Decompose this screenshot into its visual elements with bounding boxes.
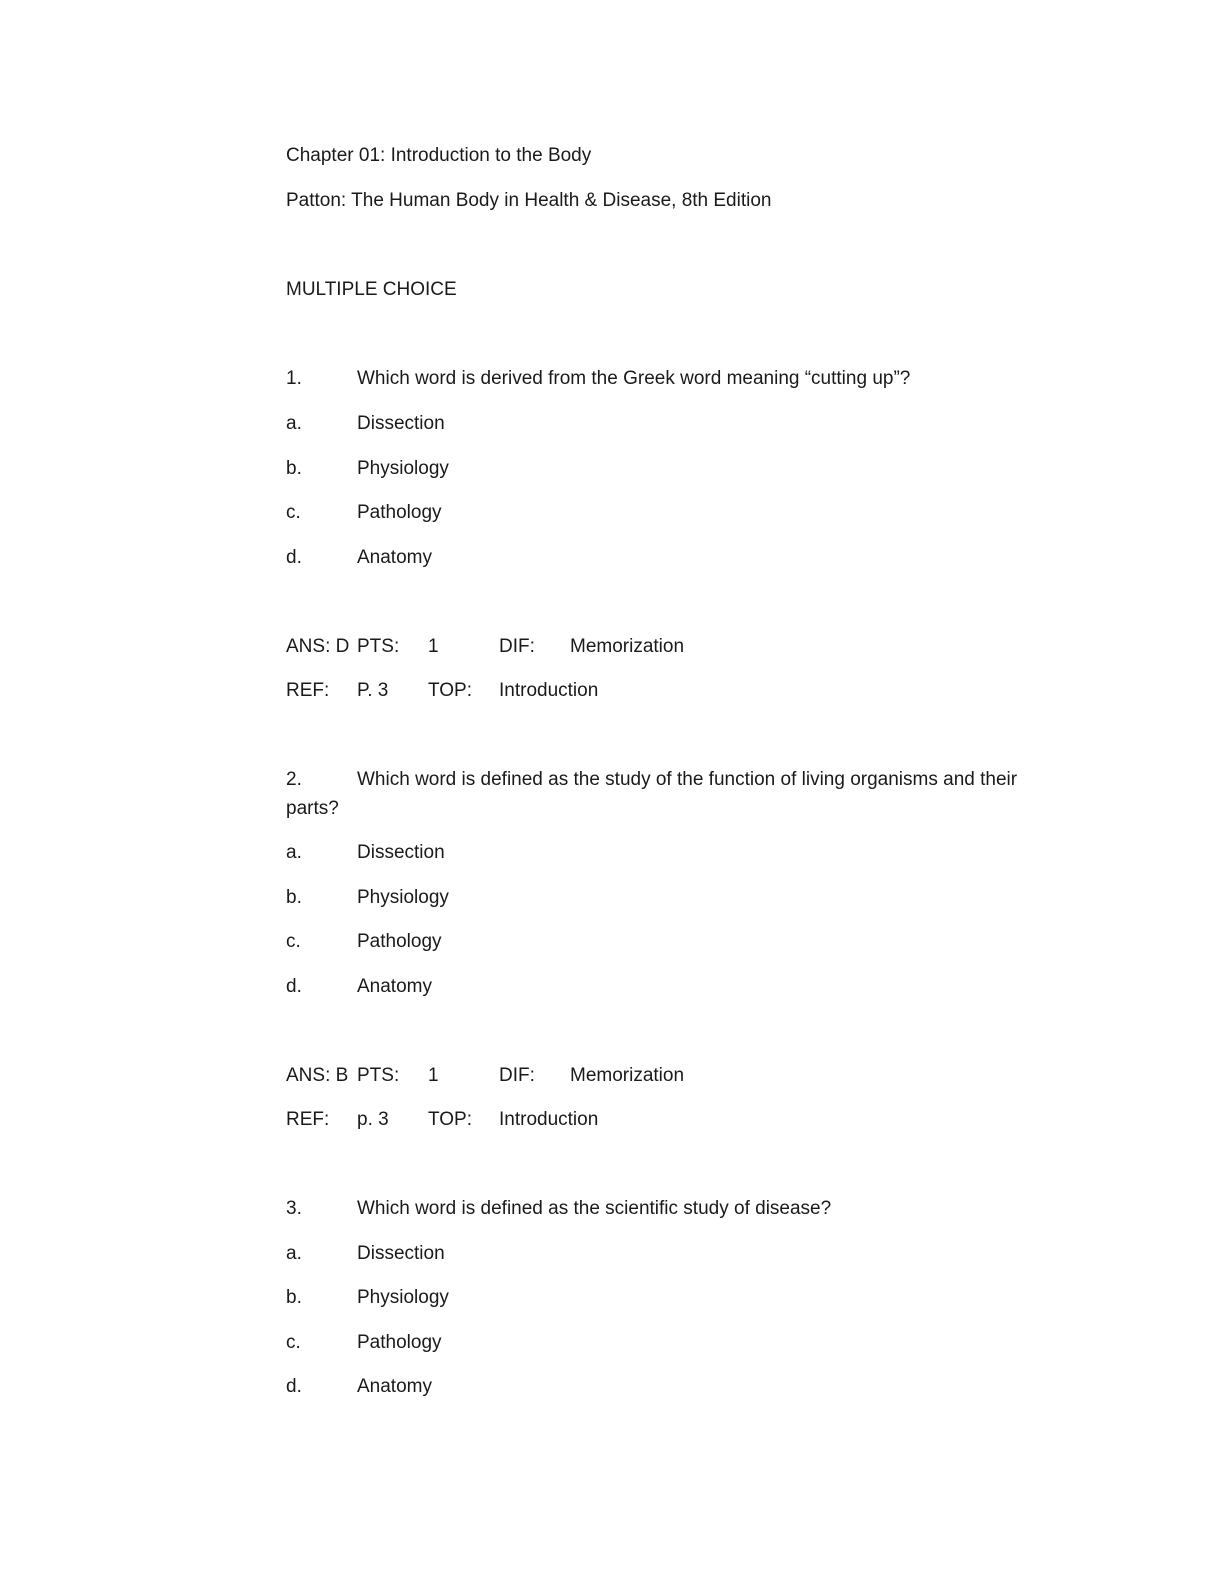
points-label: PTS:	[357, 1065, 400, 1086]
points-label: PTS:	[357, 636, 400, 657]
reference-value: p. 3	[357, 1109, 389, 1130]
option-letter: c.	[286, 931, 301, 952]
option-letter: b.	[286, 1287, 302, 1308]
option-a	[286, 841, 445, 865]
option-text: Pathology	[357, 502, 442, 523]
answer-meta-row-2	[286, 1108, 598, 1132]
chapter-title: Chapter 01: Introduction to the Body	[286, 145, 592, 166]
question-2	[286, 768, 1017, 792]
option-letter: a.	[286, 413, 302, 434]
question-number: 3.	[286, 1198, 302, 1219]
reference-label: REF:	[286, 1109, 330, 1130]
option-letter: b.	[286, 458, 302, 479]
topic-value: Introduction	[499, 680, 599, 701]
question-3	[286, 1197, 831, 1221]
option-b	[286, 1286, 449, 1310]
option-c	[286, 930, 442, 954]
option-text: Anatomy	[357, 976, 432, 997]
option-letter: d.	[286, 547, 302, 568]
question-number: 2.	[286, 769, 302, 790]
option-b	[286, 886, 449, 910]
option-d	[286, 1375, 432, 1399]
option-letter: d.	[286, 1376, 302, 1397]
question-text-line-1: Which word is defined as the study of the function of living organisms and their	[357, 769, 1018, 790]
option-text: Pathology	[357, 931, 442, 952]
option-letter: a.	[286, 842, 302, 863]
option-letter: d.	[286, 976, 302, 997]
option-letter: a.	[286, 1243, 302, 1264]
answer-meta-row-1	[286, 635, 684, 659]
topic-label: TOP:	[428, 1109, 472, 1130]
reference-value: P. 3	[357, 680, 389, 701]
option-text: Dissection	[357, 413, 445, 434]
option-text: Anatomy	[357, 1376, 432, 1397]
question-2-continuation: parts?	[286, 798, 339, 819]
option-text: Physiology	[357, 1287, 449, 1308]
option-a	[286, 1242, 445, 1266]
option-text: Pathology	[357, 1332, 442, 1353]
reference-label: REF:	[286, 680, 330, 701]
answer-meta-row-1	[286, 1064, 684, 1088]
difficulty-value: Memorization	[570, 1065, 685, 1086]
question-text: Which word is derived from the Greek word meaning “cutting up”?	[357, 368, 911, 389]
question-1	[286, 367, 910, 391]
points-value: 1	[428, 636, 439, 657]
topic-value: Introduction	[499, 1109, 599, 1130]
book-title: Patton: The Human Body in Health & Disease, 8th Edition	[286, 190, 772, 211]
option-letter: c.	[286, 502, 301, 523]
option-a	[286, 412, 445, 436]
option-text: Dissection	[357, 1243, 445, 1264]
answer-key: ANS: D	[286, 636, 350, 657]
option-text: Physiology	[357, 458, 449, 479]
option-c	[286, 1331, 442, 1355]
option-d	[286, 546, 432, 570]
difficulty-label: DIF:	[499, 1065, 535, 1086]
option-letter: c.	[286, 1332, 301, 1353]
topic-label: TOP:	[428, 680, 472, 701]
option-c	[286, 501, 442, 525]
option-d	[286, 975, 432, 999]
option-letter: b.	[286, 887, 302, 908]
option-b	[286, 457, 449, 481]
option-text: Physiology	[357, 887, 449, 908]
option-text: Dissection	[357, 842, 445, 863]
answer-key: ANS: B	[286, 1065, 349, 1086]
question-number: 1.	[286, 368, 302, 389]
option-text: Anatomy	[357, 547, 432, 568]
difficulty-value: Memorization	[570, 636, 685, 657]
question-text: Which word is defined as the scientific study of disease?	[357, 1198, 832, 1219]
section-heading: MULTIPLE CHOICE	[286, 279, 457, 300]
difficulty-label: DIF:	[499, 636, 535, 657]
answer-meta-row-2	[286, 679, 598, 703]
points-value: 1	[428, 1065, 439, 1086]
